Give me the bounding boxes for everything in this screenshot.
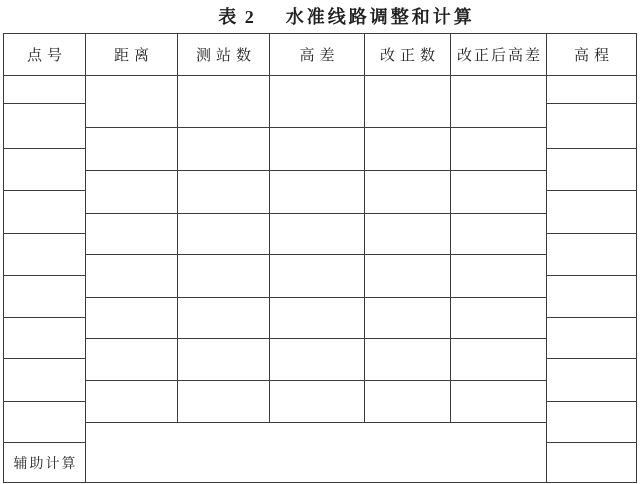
table-row (86, 171, 547, 214)
point-id-cell (4, 234, 86, 276)
column-group-measurements (86, 34, 547, 482)
leveling-adjustment-table (3, 33, 637, 483)
data-cell (86, 381, 178, 423)
data-cell (270, 339, 365, 381)
data-cell (270, 255, 365, 298)
elevation-cell (547, 276, 636, 318)
point-id-cell (4, 76, 86, 104)
point-id-cell (4, 191, 86, 234)
header-cell-height-difference: 高差 (270, 34, 365, 76)
point-id-cell (4, 276, 86, 318)
column-elevation (547, 34, 636, 482)
aux-calc-workspace (86, 423, 547, 482)
data-cell (178, 339, 270, 381)
data-cell (451, 255, 547, 298)
data-cell (86, 298, 178, 339)
page-title (0, 3, 640, 29)
data-cell (178, 128, 270, 171)
aux-calc-label-cell: 辅助计算 (4, 443, 86, 482)
data-cell (86, 128, 178, 171)
data-cell (365, 255, 451, 298)
data-cell (178, 255, 270, 298)
table-caption: 水准线路调整和计算 (285, 7, 475, 27)
elevation-cell (547, 318, 636, 359)
data-cell (365, 128, 451, 171)
table-row (86, 298, 547, 339)
data-cell (365, 298, 451, 339)
header-cell-elevation: 高程 (547, 34, 636, 76)
data-cell (178, 76, 270, 128)
header-cell-correction: 改正数 (365, 34, 451, 76)
table-row (86, 381, 547, 423)
header-row (86, 34, 547, 76)
elevation-cell (547, 234, 636, 276)
table-row (86, 76, 547, 128)
elevation-cell (547, 443, 636, 482)
data-cell (86, 255, 178, 298)
data-cell (178, 171, 270, 214)
table-row (86, 214, 547, 255)
data-cell (451, 381, 547, 423)
data-cell (178, 298, 270, 339)
data-cell (86, 76, 178, 128)
elevation-cell (547, 191, 636, 234)
data-cell (451, 214, 547, 255)
data-cell (270, 381, 365, 423)
header-cell-corrected-height-difference: 改正后高差 (451, 34, 547, 76)
data-cell (270, 128, 365, 171)
point-id-cell (4, 359, 86, 402)
data-cell (451, 298, 547, 339)
elevation-cell (547, 149, 636, 191)
data-cell (86, 214, 178, 255)
data-cell (451, 76, 547, 128)
table-number: 表 2 (218, 7, 256, 27)
data-cell (270, 171, 365, 214)
point-id-cell (4, 318, 86, 359)
column-point-id (4, 34, 86, 482)
data-cell (86, 171, 178, 214)
header-cell-station-count: 测站数 (178, 34, 270, 76)
data-cell (365, 339, 451, 381)
table-row (86, 255, 547, 298)
data-cell (178, 214, 270, 255)
data-cell (365, 214, 451, 255)
elevation-cell (547, 76, 636, 104)
data-cell (451, 171, 547, 214)
data-cell (86, 339, 178, 381)
point-id-cell (4, 149, 86, 191)
header-cell-distance: 距离 (86, 34, 178, 76)
point-id-cell (4, 104, 86, 149)
header-cell-point-id: 点号 (4, 34, 86, 76)
data-cell (451, 339, 547, 381)
table-row (86, 128, 547, 171)
data-cell (365, 381, 451, 423)
data-cell (270, 298, 365, 339)
table-row (86, 339, 547, 381)
data-cell (365, 171, 451, 214)
data-cell (178, 381, 270, 423)
data-cell (451, 128, 547, 171)
elevation-cell (547, 359, 636, 402)
elevation-cell (547, 402, 636, 443)
elevation-cell (547, 104, 636, 149)
data-cell (270, 76, 365, 128)
data-cell (365, 76, 451, 128)
data-cell (270, 214, 365, 255)
point-id-cell (4, 402, 86, 443)
